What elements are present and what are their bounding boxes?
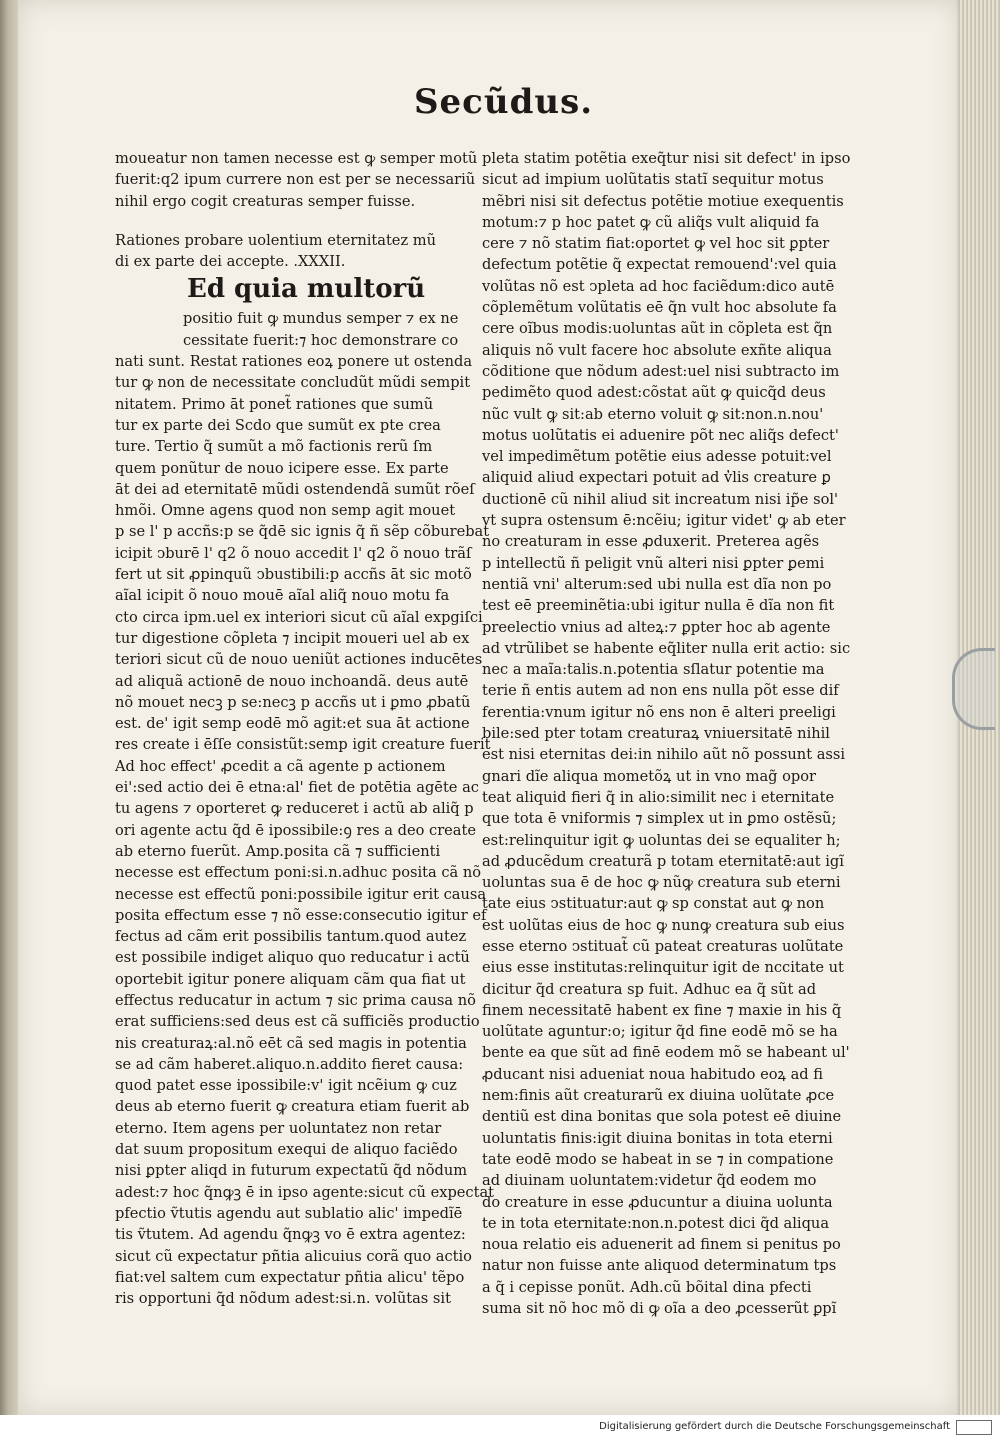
text-line: oportebit igitur ponere aliquam cãm qua fiat ut — [115, 970, 466, 988]
text-line: que tota ē vniformis ⁊ simplex ut in ꝑmo ostẽsũ; — [482, 810, 837, 828]
text-line: tur digestione cõpleta ⁊ incipit moueri uel ab ex — [115, 629, 470, 647]
text-line: te in tota eternitate:non.n.potest dici q̃d aliqua — [482, 1214, 830, 1232]
text-line: p se l' p accñs:p se q̃dē sic ignis q̃ ñ sẽp cõburebat — [115, 523, 490, 541]
text-line: tur ex parte dei Scdo que sumũt ex pte crea — [115, 416, 441, 434]
text-line: cessitate fuerit:⁊ hoc demonstrare co — [183, 331, 459, 349]
text-line: nisi ꝑpter aliqd in futurum expectatũ q̃d nõdum — [115, 1162, 468, 1180]
text-line: a q̃ i cepisse ponũt. Adh.cũ bõital dina pfecti — [482, 1278, 812, 1296]
text-line: se ad cãm haberet.aliquo.n.addito fieret causa: — [115, 1055, 464, 1073]
text-line: uoluntas sua ē de hoc ꝙ nũꝙ creatura sub eterni — [482, 874, 841, 892]
text-line: gnari dĩe aliqua mometõꝝ ut in vno mag̃ opor — [482, 767, 817, 785]
text-line: sicut cũ expectatur pñtia alicuius corã quo actio — [115, 1247, 472, 1265]
text-line: aliquis nõ vult facere hoc absolute exñte aliqua — [482, 341, 832, 359]
text-line: cere oĩbus modis:uoluntas aũt in cõpleta est q̃n — [482, 320, 833, 338]
text-line: vel impedimẽtum potẽtie eius adesse potuit:vel — [482, 448, 832, 466]
text-line: no creaturam in esse ꝓduxerit. Preterea agẽs — [482, 533, 820, 551]
text-line: cere ⁊ nõ statim fiat:oportet ꝙ vel hoc sit ꝑpter — [482, 235, 830, 253]
text-line: aĩal icipit õ nouo mouē aĩal aliq̃ nouo motu fa — [115, 587, 450, 605]
text-line: teriori sicut cũ de nouo ueniũt actiones inducētes — [115, 651, 483, 669]
text-line: bile:sed pter totam creaturaꝝ vniuersitatē nihil — [482, 725, 830, 743]
text-line: nem:finis aũt creaturarũ ex diuina uolũtate ꝓce — [482, 1087, 835, 1105]
text-line: uolũtate aguntur:o; igitur q̃d fine eodē mõ se ha — [482, 1023, 838, 1041]
text-line: nitatem. Primo āt ponet̃ rationes que sumũ — [115, 395, 434, 413]
text-line: preelectio vnius ad alteꝝ:⁊ ꝑpter hoc ab agente — [482, 618, 831, 636]
text-line: tate eodē modo se habeat in se ⁊ in compatione — [482, 1150, 834, 1168]
text-line: est uolũtas eius de hoc ꝙ nunꝙ creatura sub eius — [482, 916, 845, 934]
left-column-indented-lines — [115, 308, 459, 351]
text-line: ꝓducant nisi adueniat noua habitudo eoꝝ ad fi — [482, 1065, 824, 1083]
text-line: terie ñ entis autem ad non ens nulla põt esse dif — [482, 682, 839, 700]
text-line: tate eius ↄstituatur:aut ꝙ sp constat aut ꝙ non — [482, 895, 825, 913]
text-line: est. de' igit semp eodē mõ agit:et sua āt actione — [115, 715, 470, 733]
dfg-logo — [956, 1420, 992, 1435]
text-line: est:relinquitur igit ꝙ uoluntas dei se equaliter h; — [482, 831, 841, 849]
left-column-body — [115, 351, 495, 1309]
text-line: adest:⁊ hoc q̃nꝙꝫ ē in ipso agente:sicut cũ expectat — [115, 1183, 495, 1201]
text-line: posita effectum esse ⁊ nõ esse:consecutio igitur ef — [115, 906, 487, 924]
text-line: quod patet esse ipossibile:v' igit ncẽium ꝙ cuz — [115, 1077, 457, 1095]
text-line: hmõi. Omne agens quod non semp agit mouet — [115, 502, 456, 520]
text-line: uoluntatis finis:igit diuina bonitas in tota eterni — [482, 1129, 833, 1147]
chapter-heading — [115, 230, 435, 273]
left-column-intro — [115, 148, 478, 212]
text-line: test eē preeminẽtia:ubi igitur nulla ē dĩa non fit — [482, 597, 835, 615]
chapter-title-line: di ex parte dei accepte. .XXXII. — [115, 253, 346, 271]
text-line: motum:⁊ p hoc patet ꝙ cũ aliq̃s vult aliquid fa — [482, 213, 820, 231]
text-line: eius esse institutas:relinquitur igit de nccitate ut — [482, 959, 844, 977]
text-line: ture. Tertio q̃ sumũt a mõ factionis rerũ ſm — [115, 438, 433, 456]
text-line: nati sunt. Restat rationes eoꝝ ponere ut ostenda — [115, 353, 473, 371]
funding-credit: Digitalisierung gefördert durch die Deutsche Forschungsgemeinschaft — [599, 1421, 950, 1432]
text-line: fiat:vel saltem cum expectatur pñtia alicu' tẽpo — [115, 1268, 465, 1286]
right-column — [482, 148, 851, 1319]
text-line: fert ut sit ꝓpinquũ ↄbustibili:p accñs āt sic motõ — [115, 566, 472, 584]
text-line: pedimẽto quod adest:cõstat aũt ꝙ quicq̃d deus — [482, 384, 826, 402]
text-line: p intellectũ ñ peligit vnũ alteri nisi ꝑpter ꝑemi — [482, 554, 825, 572]
text-line: defectum potẽtie q̃ expectat remouend':vel quia — [482, 256, 837, 274]
running-head: Secũdus. — [414, 82, 594, 122]
text-line: nentiã vni' alterum:sed ubi nulla est dĩa non po — [482, 575, 832, 593]
text-line: est nisi eternitas dei:in nihilo aũt nõ possunt assi — [482, 746, 846, 764]
footer-bar — [0, 1415, 1000, 1442]
text-line: dat suum propositum exequi de aliquo faciẽdo — [115, 1141, 458, 1159]
text-line: moueatur non tamen necesse est ꝙ semper motũ — [115, 150, 478, 167]
text-line: noua relatio eis aduenerit ad finem si penitus po — [482, 1236, 841, 1254]
text-line: fuerit:q2 ipum currere non est per se necessariũ — [115, 171, 476, 189]
text-line: suma sit nõ hoc mõ di ꝙ oĩa a deo ꝓcesserũt ꝑpĩ — [482, 1300, 837, 1318]
text-line: cto circa ipm.uel ex interiori sicut cũ aĩal expgiſci — [115, 608, 483, 626]
chapter-title-line: Rationes probare uolentium eternitatez mũ — [115, 231, 437, 249]
text-line: erat sufficiens:sed deus est cã sufficiẽs productio — [115, 1013, 480, 1031]
text-line: sicut ad impium uolũtatis statĩ sequitur motus — [482, 171, 824, 189]
text-line: effectus reducatur in actum ⁊ sic prima causa nõ — [115, 991, 476, 1009]
text-line: pleta statim potẽtia exeq̃tur nisi sit defect' in ipso — [482, 150, 851, 167]
text-line: cõplemẽtum volũtatis eē q̃n vult hoc absolute fa — [482, 299, 837, 317]
text-line: āt dei ad eternitatē mũdi ostendendã sumũt rõeſ — [115, 480, 475, 498]
text-line: ad aliquã actionē de nouo inchoandã. deus autē — [115, 672, 469, 690]
text-line: bente ea que sũt ad finē eodem mõ se habeant ul' — [482, 1044, 850, 1062]
text-line: ductionē cũ nihil aliud sit increatum nisi ip̃e sol' — [482, 490, 839, 508]
text-line: est possibile indiget aliquo quo reducatur i actũ — [115, 949, 470, 967]
text-line: nec a maĩa:talis.n.potentia sſlatur potentie ma — [482, 661, 825, 679]
text-line: volũtas nõ est ↄpleta ad hoc faciẽdum:dico autē — [482, 277, 835, 295]
text-line: res create i ēſſe consistũt:semp igit creature fuerit — [115, 736, 491, 754]
decorated-initial-line: Ed quia multorũ — [187, 274, 426, 305]
text-line: ab eterno fuerũt. Amp.posita cã ⁊ sufficienti — [115, 842, 441, 860]
text-line: ad vtrũlibet se habente eq̃liter nulla erit actio: sic — [482, 639, 851, 657]
text-line: natur non fuisse ante aliquod determinatum tps — [482, 1257, 837, 1275]
text-line: ris opportuni q̃d nõdum adest:si.n. volũtas sit — [115, 1290, 451, 1308]
text-line: ei':sed actio dei ē etna:al' fiet de potētia agēte ac — [115, 779, 479, 797]
text-line: esse eterno ↄstituat̃ cũ pateat creaturas uolũtate — [482, 937, 844, 955]
text-line: ad ꝓducẽdum creaturã p totam eternitatē:aut igĩ — [482, 852, 844, 870]
text-line: do creature in esse ꝓducuntur a diuina uolunta — [482, 1193, 833, 1211]
right-column-body — [482, 148, 851, 1319]
text-line: icipit ↄburē l' q2 õ nouo accedit l' q2 õ nouo trãſ — [115, 544, 472, 562]
text-line: tur ꝙ non de necessitate concludũt mũdi sempit — [115, 374, 471, 392]
text-line: nõ mouet necꝫ p se:necꝫ p accñs ut i ꝑmo ꝓbatũ — [115, 693, 471, 711]
text-line: pfectio ṽtutis agendu aut sublatio alic' impedĩē — [115, 1204, 463, 1222]
text-line: Ad hoc effect' ꝓcedit a cã agente p actionem — [115, 757, 446, 775]
text-line: ad diuinam uoluntatem:videtur q̃d eodem mo — [482, 1172, 817, 1190]
text-line: aliquid aliud expectari potuit ad v̓lis creature ꝑ — [482, 469, 831, 487]
text-line: mẽbri nisi sit defectus potẽtie motiue exequentis — [482, 192, 844, 210]
text-line: quem ponũtur de nouo icipere esse. Ex parte — [115, 459, 449, 477]
text-line: motus uolũtatis ei aduenire põt nec aliq̃s defect' — [482, 426, 839, 444]
text-line: necesse est effectũ poni:possibile igitur erit causa — [115, 885, 487, 903]
bookmark-clip — [952, 648, 995, 730]
text-line: nihil ergo cogit creaturas semper fuisse. — [115, 192, 416, 210]
text-line: teat aliquid fieri q̃ in alio:similit nec i eternitate — [482, 788, 835, 806]
text-line: deus ab eterno fuerit ꝙ creatura etiam fuerit ab — [115, 1098, 470, 1116]
text-line: finem necessitatē habent ex fine ⁊ maxie in his q̃ — [482, 1001, 842, 1019]
text-line: nũc vult ꝙ sit:ab eterno voluit ꝙ sit:non.n.nou' — [482, 405, 824, 423]
text-line: positio fuit ꝙ mundus semper ⁊ ex ne — [183, 310, 459, 328]
text-line: vt supra ostensum ē:ncẽiu; igitur videt' ꝙ ab eter — [482, 512, 846, 530]
text-line: tu agens ⁊ oporteret ꝙ reduceret i actũ ab aliq̃ p — [115, 800, 474, 818]
text-line: tis ṽtutem. Ad agendu q̃nꝙꝫ vo ē extra agentez: — [115, 1226, 466, 1244]
binding-edge — [0, 0, 18, 1415]
text-line: ferentia:vnum igitur nõ ens non ē alteri preeligi — [482, 703, 836, 721]
text-line: eterno. Item agens per uoluntatez non retar — [115, 1119, 442, 1137]
text-line: nis creaturaꝝ:al.nõ eēt cã sed magis in potentia — [115, 1034, 467, 1052]
left-column — [115, 148, 495, 1309]
text-line: necesse est effectum poni:si.n.adhuc posita cã nõ — [115, 864, 482, 882]
text-line: ori agente actu q̃d ē ipossibile:ꝯ res a deo create — [115, 821, 477, 839]
text-line: fectus ad cãm erit possibilis tantum.quod autez — [115, 928, 467, 946]
text-line: dicitur q̃d creatura sp fuit. Adhuc ea q̃ sũt ad — [482, 980, 817, 998]
text-line: dentiũ est dina bonitas que sola potest eē diuine — [482, 1108, 842, 1126]
text-line: cõditione que nõdum adest:uel nisi subtracto im — [482, 362, 840, 380]
